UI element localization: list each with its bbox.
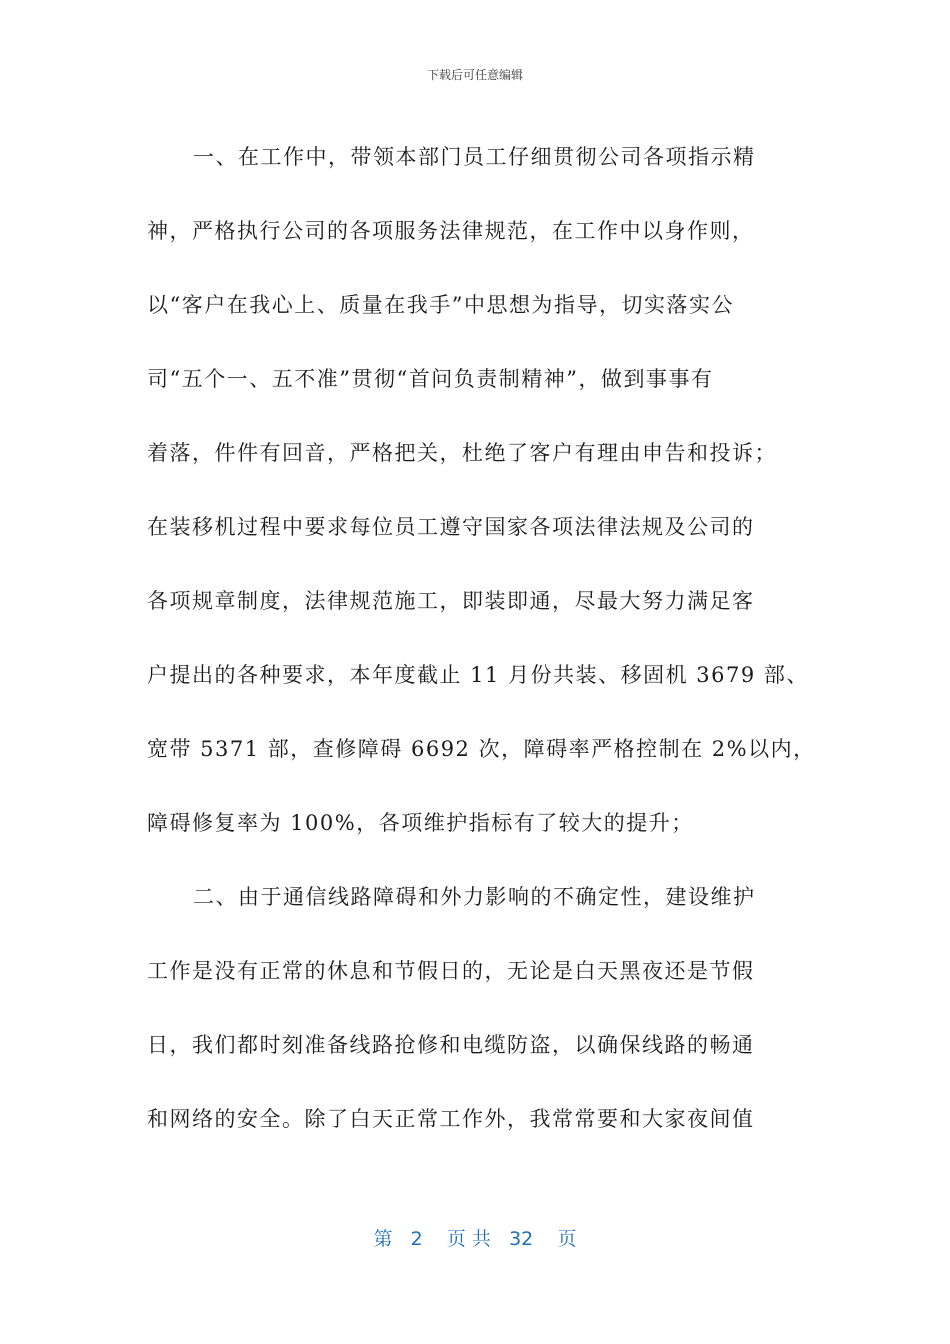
current-page-number: 2: [410, 1228, 423, 1250]
paragraph-line: 工作是没有正常的休息和节假日的，无论是白天黑夜还是节假: [147, 959, 755, 983]
total-pages-number: 32: [509, 1228, 534, 1250]
page-number-footer: [0, 1224, 950, 1251]
paragraph-2: [147, 860, 807, 1156]
paragraph-line: 司“五个一、五不准”贯彻“首问负责制精神”，做到事事有: [147, 367, 714, 391]
paragraph-1: [147, 120, 816, 860]
page-label-mid: 页 共: [446, 1228, 491, 1250]
paragraph-line: 各项规章制度，法律规范施工，即装即通，尽最大努力满足客: [147, 589, 755, 613]
paragraph-line: 二、由于通信线路障碍和外力影响的不确定性，建设维护: [193, 885, 756, 909]
paragraph-line: 和网络的安全。除了白天正常工作外，我常常要和大家夜间值: [147, 1107, 755, 1131]
document-body: [147, 120, 816, 1156]
paragraph-line: 着落，件件有回音，严格把关，杜绝了客户有理由申告和投诉；: [147, 441, 777, 465]
paragraph-line: 神，严格执行公司的各项服务法律规范，在工作中以身作则，: [147, 219, 755, 243]
header-note: 下载后可任意编辑: [426, 68, 523, 82]
paragraph-line: 障碍修复率为 100%，各项维护指标有了较大的提升；: [147, 811, 694, 835]
page-label-suffix: 页: [557, 1228, 577, 1250]
paragraph-line: 宽带 5371 部，查修障碍 6692 次，障碍率严格控制在 2%以内，: [147, 737, 816, 761]
paragraph-line: 户提出的各种要求，本年度截止 11 月份共装、移固机 3679 部、: [147, 663, 809, 687]
page-label-prefix: 第: [373, 1228, 393, 1250]
paragraph-line: 以“客户在我心上、质量在我手”中思想为指导，切实落实公: [147, 293, 734, 317]
paragraph-line: 在装移机过程中要求每位员工遵守国家各项法律法规及公司的: [147, 515, 755, 539]
paragraph-line: 一、在工作中，带领本部门员工仔细贯彻公司各项指示精: [193, 145, 756, 169]
paragraph-line: 日，我们都时刻准备线路抢修和电缆防盗，以确保线路的畅通: [147, 1033, 755, 1057]
